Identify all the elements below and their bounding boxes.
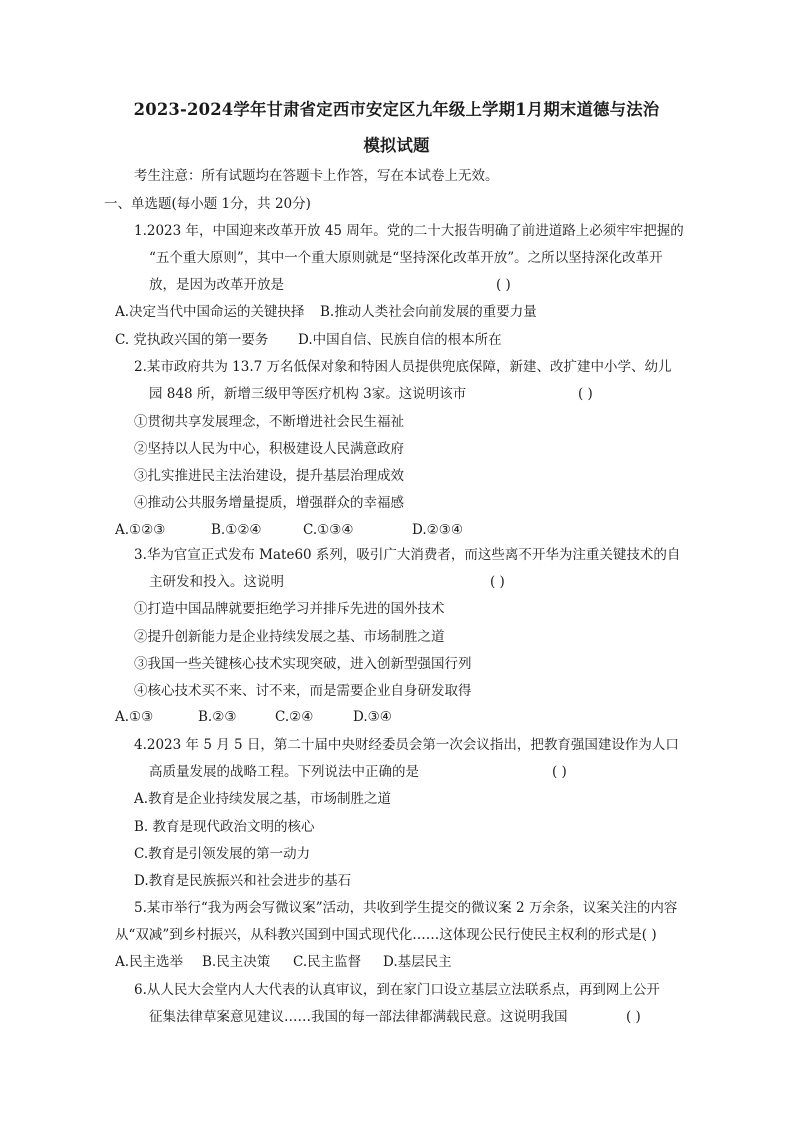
question-2-statement-4: ④推动公共服务增量提质，增强群众的幸福感 <box>134 495 404 511</box>
question-4-option-a: A.教育是企业持续发展之基，市场制胜之道 <box>134 791 392 807</box>
question-4-line-2: 高质量发展的战略工程。下列说法中正确的是 <box>149 764 419 780</box>
question-3-statement-2: ②提升创新能力是企业持续发展之基、市场制胜之道 <box>134 629 445 645</box>
question-6-line-1: 6.从人民大会堂内人大代表的认真审议，到在家门口设立基层立法联系点，再到网上公开 <box>134 982 660 998</box>
answer-blank: ( ) <box>578 386 593 402</box>
question-3-line-2: 主研发和投入。这说明 <box>149 574 284 590</box>
question-2-statement-1: ①贯彻共享发展理念，不断增进社会民生福祉 <box>134 414 404 430</box>
question-3-line-1: 3.华为官宣正式发布 Mate60 系列，吸引广大消费者，而这些离不开华为注重关键技术的自 <box>134 547 681 563</box>
question-6-line-2: 征集法律草案意见建议……我国的每一部法律都满载民意。这说明我国 <box>149 1009 568 1025</box>
question-5-line-1: 5.某市举行“我为两会写微议案”活动，共收到学生提交的微议案 2 万余条，议案关注的内容 <box>134 900 678 916</box>
answer-blank: ( ) <box>552 764 567 780</box>
question-3-statement-4: ④核心技术买不来、讨不来，而是需要企业自身研发取得 <box>134 683 472 699</box>
question-5-option-d: D.基层民主 <box>383 954 452 970</box>
question-5-option-b: B.民主决策 <box>202 954 271 970</box>
question-4-line-1: 4.2023 年 5 月 5 日，第二十届中央财经委员会第一次会议指出，把教育强国建设作为人口 <box>134 737 679 753</box>
exam-title: 2023-2024学年甘肃省定西市安定区九年级上学期1月期末道德与法治 <box>133 100 660 119</box>
question-1-line-3: 放，是因为改革开放是 <box>149 277 284 293</box>
question-2-option-c: C.①③④ <box>303 522 354 538</box>
question-1-option-b: B.推动人类社会向前发展的重要力量 <box>320 304 537 320</box>
question-2-line-1: 2.某市政府共为 13.7 万名低保对象和特困人员提供兜底保障，新建、改扩建中小学、幼儿 <box>134 359 672 375</box>
section-heading: 一、单选题(每小题 1分，共 20分) <box>104 196 311 212</box>
question-2-option-a: A.①②③ <box>115 522 166 538</box>
question-2-option-b: B.①②④ <box>211 522 262 538</box>
question-4-option-c: C.教育是引领发展的第一动力 <box>134 846 311 862</box>
question-2-option-d: D.②③④ <box>412 522 463 538</box>
question-4-option-d: D.教育是民族振兴和社会进步的基石 <box>134 873 352 889</box>
question-5-option-c: C.民主监督 <box>293 954 362 970</box>
question-1-option-d: D.中国自信、民族自信的根本所在 <box>298 332 502 348</box>
answer-blank: ( ) <box>626 1009 641 1025</box>
question-2-statement-3: ③扎实推进民主法治建设，提升基层治理成效 <box>134 468 404 484</box>
question-3-option-d: D.③④ <box>353 709 392 725</box>
question-2-statement-2: ②坚持以人民为中心，积极建设人民满意政府 <box>134 441 404 457</box>
question-3-option-a: A.①③ <box>115 709 154 725</box>
question-5-option-a: A.民主选举 <box>115 954 184 970</box>
exam-subtitle: 模拟试题 <box>363 136 430 155</box>
question-1-option-a: A.决定当代中国命运的关键抉择 <box>115 304 305 320</box>
question-1-line-1: 1.2023 年，中国迎来改革开放 45 周年。党的二十大报告明确了前进道路上必须牢牢把握的 <box>134 223 684 239</box>
question-1-line-2: “五个重大原则”，其中一个重大原则就是“坚持深化改革开放”。之所以坚持深化改革开 <box>149 250 663 266</box>
question-1-option-c: C. 党执政兴国的第一要务 <box>115 332 269 348</box>
question-3-statement-3: ③我国一些关键核心技术实现突破，进入创新型强国行列 <box>134 656 472 672</box>
question-3-option-b: B.②③ <box>198 709 237 725</box>
answer-blank: ( ) <box>496 277 511 293</box>
question-3-statement-1: ①打造中国品牌就要拒绝学习并排斥先进的国外技术 <box>134 601 445 617</box>
answer-blank: ( ) <box>490 574 505 590</box>
question-4-option-b: B. 教育是现代政治文明的核心 <box>134 819 315 835</box>
question-5-line-2: 从“双减”到乡村振兴，从科教兴国到中国式现代化……这体现公民行使民主权利的形式是( ) <box>115 927 657 943</box>
exam-notice: 考生注意：所有试题均在答题卡上作答，写在本试卷上无效。 <box>134 168 499 184</box>
question-3-option-c: C.②④ <box>275 709 314 725</box>
question-2-line-2: 园 848 所，新增三级甲等医疗机构 3家。这说明该市 <box>149 386 467 402</box>
